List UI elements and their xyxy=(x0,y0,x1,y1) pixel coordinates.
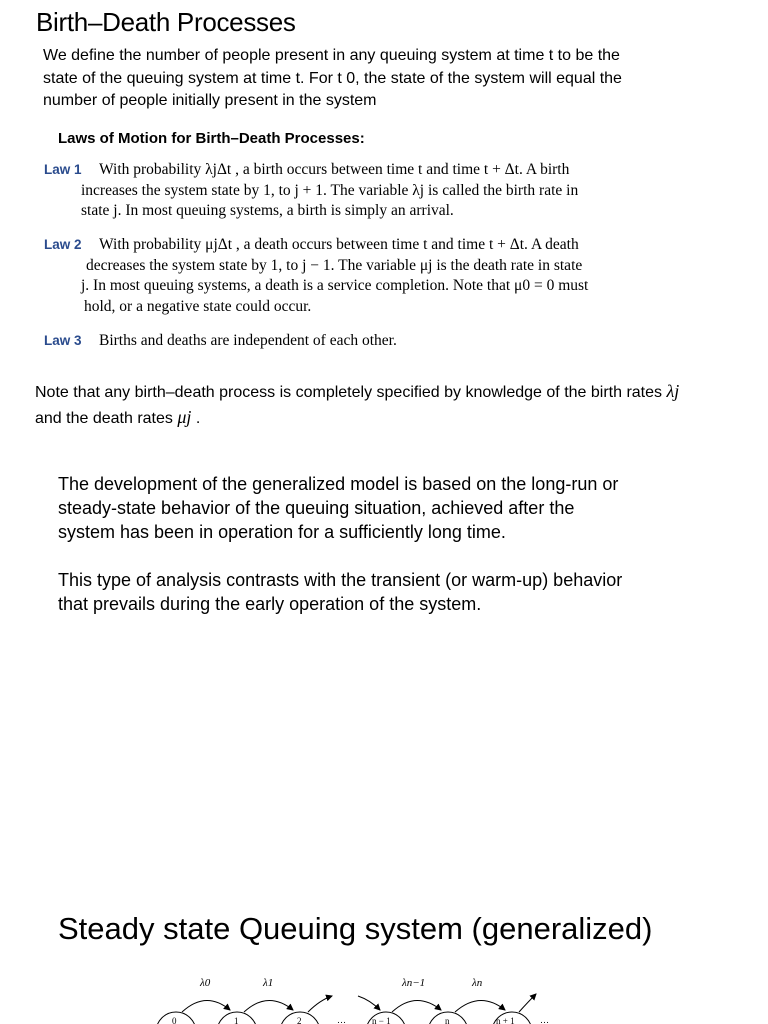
law-1 xyxy=(44,160,684,222)
rate-label: λn xyxy=(472,977,483,989)
section-title: Steady state Queuing system (generalized) xyxy=(58,911,653,946)
intro-line: We define the number of people present in any queuing system at time t to be the xyxy=(43,47,620,64)
law-3 xyxy=(44,331,684,352)
birth-arrow xyxy=(519,994,536,1012)
state-label: 2 xyxy=(297,1016,302,1024)
laws-heading: Laws of Motion for Birth–Death Processes: xyxy=(58,130,365,147)
development-line: system has been in operation for a sufficiently long time. xyxy=(58,522,506,542)
law-text-line: state j. In most queuing systems, a birth is simply an arrival. xyxy=(81,202,454,219)
law-text-line: j. In most queuing systems, a death is a service completion. Note that μ0 = 0 must xyxy=(81,277,589,294)
birth-arrow xyxy=(358,996,380,1010)
development-line: The development of the generalized model is based on the long-run or xyxy=(58,474,619,494)
state-label: … xyxy=(540,1015,549,1024)
development-line: that prevails during the early operation of the system. xyxy=(58,594,482,614)
note-line: and the death rates xyxy=(35,410,173,427)
rate-label: λ0 xyxy=(200,977,211,989)
rate-label: λn−1 xyxy=(402,977,426,989)
note-suffix: . xyxy=(195,410,201,427)
state-label: … xyxy=(337,1015,346,1024)
rate-label: λ1 xyxy=(263,977,274,989)
intro-paragraph xyxy=(43,45,743,113)
page-title: Birth–Death Processes xyxy=(36,7,296,37)
law-text-line: decreases the system state by 1, to j − 1. The variable μj is the death rate in state xyxy=(86,256,583,274)
law-text-line: With probability λjΔt , a birth occurs between time t and time t + Δt. A birth xyxy=(99,161,570,178)
birth-arrow xyxy=(182,1000,230,1012)
birth-arrow xyxy=(244,1000,293,1012)
intro-line: state of the queuing system at time t. For t 0, the state of the system will equal the xyxy=(43,69,622,87)
birth-rate-symbol: λj xyxy=(666,381,680,401)
development-line: This type of analysis contrasts with the transient (or warm-up) behavior xyxy=(58,570,623,590)
development-line: steady-state behavior of the queuing situation, achieved after the xyxy=(58,498,575,518)
law-text-line: increases the system state by 1, to j + 1. The variable λj is called the birth rate in xyxy=(81,181,579,199)
state-label: 1 xyxy=(234,1016,239,1024)
law-tag: Law 3 xyxy=(44,333,82,348)
law-text-line: hold, or a negative state could occur. xyxy=(84,297,312,315)
note-paragraph xyxy=(35,379,765,431)
birth-arrow xyxy=(308,996,332,1012)
law-text-line: With probability μjΔt , a death occurs between time t and time t + Δt. A death xyxy=(99,236,579,253)
death-rate-symbol: μj xyxy=(177,407,192,427)
law-tag: Law 2 xyxy=(44,237,82,252)
birth-arrow xyxy=(392,1000,441,1012)
state-label: n − 1 xyxy=(372,1016,391,1024)
law-2 xyxy=(44,235,684,317)
state-label: 0 xyxy=(172,1016,177,1024)
birth-arrow xyxy=(455,1000,505,1012)
note-line: Note that any birth–death process is completely specified by knowledge of the birth rates xyxy=(35,384,663,401)
law-text-line: Births and deaths are independent of each other. xyxy=(99,332,397,349)
state-transition-diagram xyxy=(0,960,768,1024)
state-label: n xyxy=(445,1016,450,1024)
development-text xyxy=(58,464,748,624)
state-label: n + 1 xyxy=(496,1016,515,1024)
law-tag: Law 1 xyxy=(44,162,82,177)
intro-line: number of people initially present in the system xyxy=(43,92,377,109)
